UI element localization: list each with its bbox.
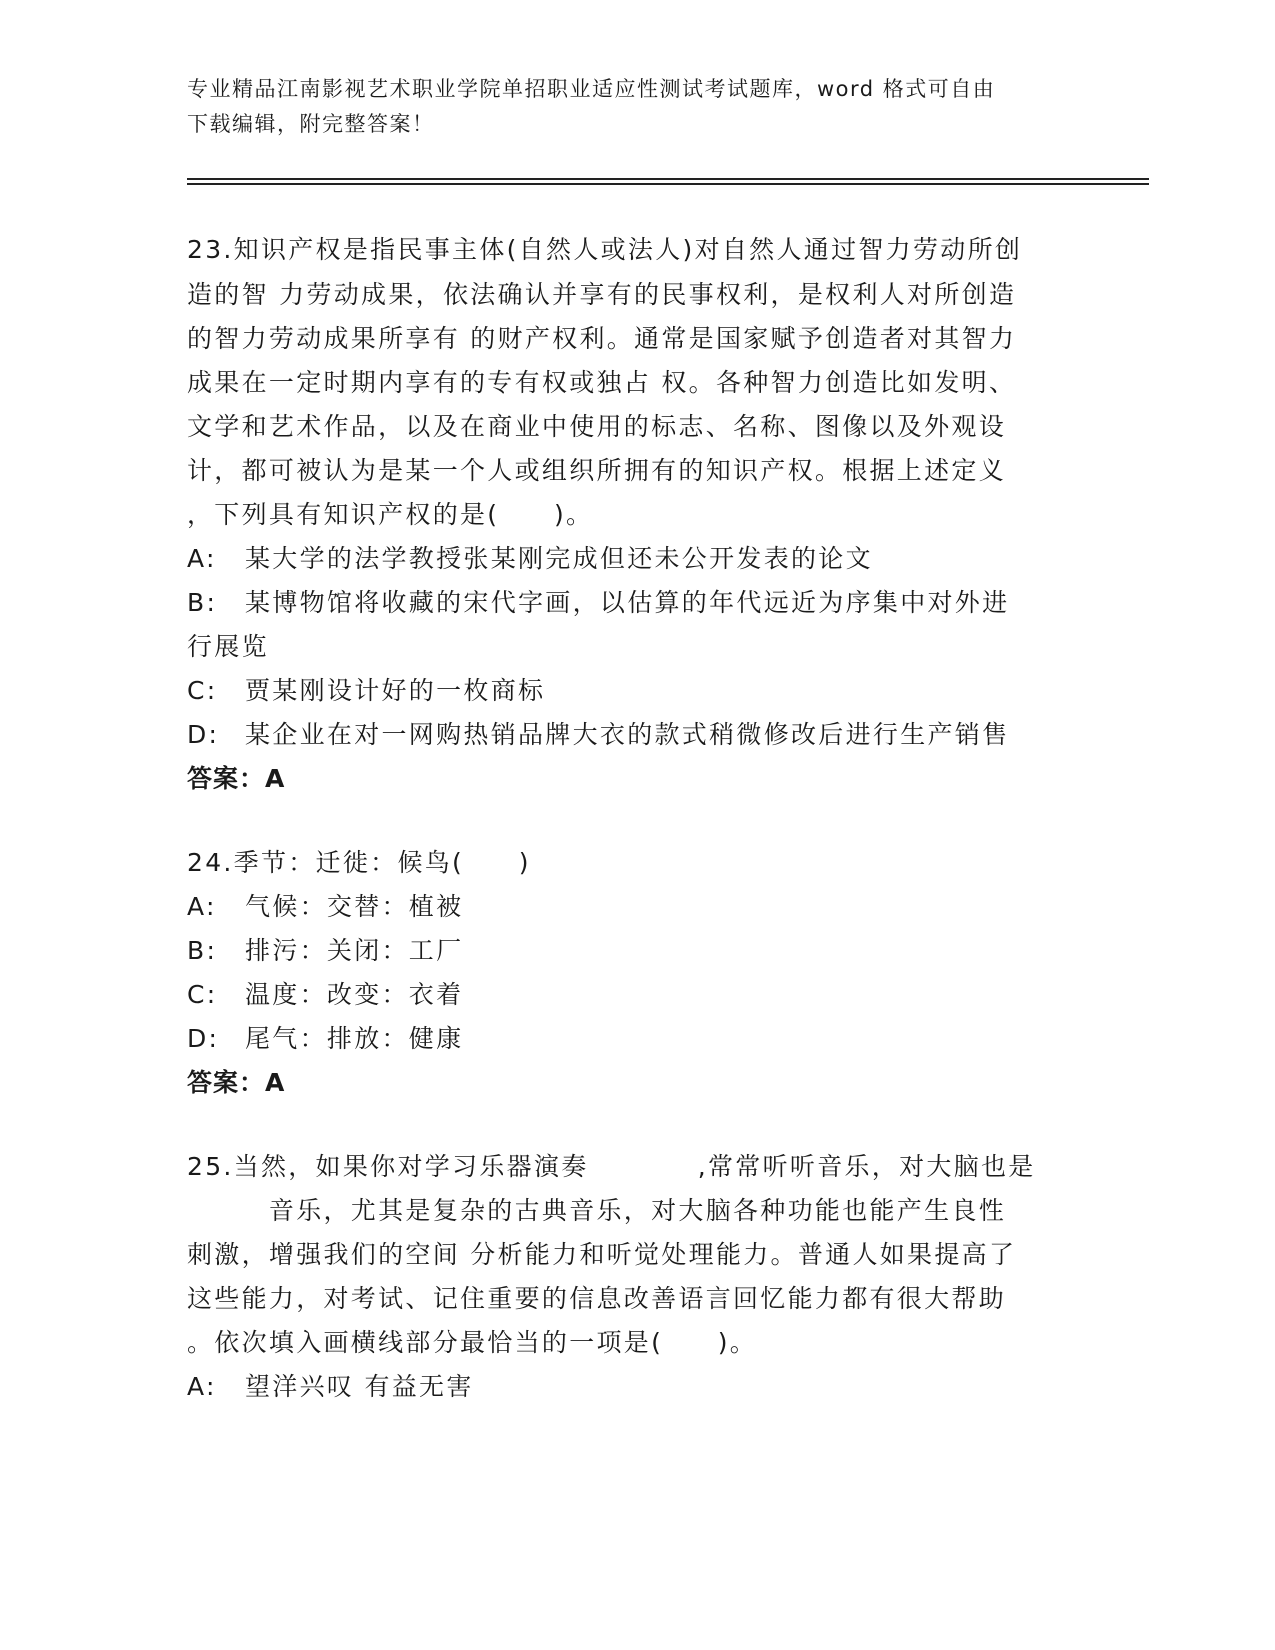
option-letter: A: xyxy=(187,544,217,573)
header-divider-top xyxy=(187,178,1149,180)
option-letter: B: xyxy=(187,588,218,617)
option-letter: C: xyxy=(187,980,218,1009)
question-text-line: 的智力劳动成果所享有 的财产权利。通常是国家赋予创造者对其智力 xyxy=(187,324,1017,353)
option-text: 某大学的法学教授张某刚完成但还未公开发表的论文 xyxy=(245,544,873,573)
document-header xyxy=(187,72,1077,142)
option-text: 尾气：排放：健康 xyxy=(245,1024,464,1053)
option-text: 望洋兴叹 有益无害 xyxy=(245,1372,474,1401)
option-a xyxy=(187,542,873,576)
question-text-line: ，下列具有知识产权的是( )。 xyxy=(187,500,594,529)
option-b xyxy=(187,934,463,968)
option-text: 排污：关闭：工厂 xyxy=(245,936,464,965)
header-line-1: 专业精品江南影视艺术职业学院单招职业适应性测试考试题库，word 格式可自由 xyxy=(187,77,996,101)
option-text: 气候：交替：植被 xyxy=(245,892,464,921)
option-text: 贾某刚设计好的一枚商标 xyxy=(245,676,546,705)
option-letter: A: xyxy=(187,1372,217,1401)
option-c xyxy=(187,674,545,708)
question-text-line: 刺激，增强我们的空间 分析能力和听觉处理能力。普通人如果提高了 xyxy=(187,1240,1017,1269)
question-text-line: 造的智 力劳动成果，依法确认并享有的民事权利，是权利人对所创造 xyxy=(187,280,1017,309)
option-c xyxy=(187,978,463,1012)
option-d xyxy=(187,718,1009,752)
question-text-line: 这些能力，对考试、记住重要的信息改善语言回忆能力都有很大帮助 xyxy=(187,1284,1007,1313)
option-letter: A: xyxy=(187,892,217,921)
question-text-line: 24.季节：迁徙：候鸟( ) xyxy=(187,848,531,877)
question-text-line: 。依次填入画横线部分最恰当的一项是( )。 xyxy=(187,1328,758,1357)
header-divider-bottom xyxy=(187,183,1149,185)
option-text: 某博物馆将收藏的宋代字画，以估算的年代远近为序集中对外进 xyxy=(245,588,1010,617)
question-text-line: 文学和艺术作品，以及在商业中使用的标志、名称、图像以及外观设 xyxy=(187,412,1007,441)
option-a xyxy=(187,1370,474,1404)
answer-line: 答案：A xyxy=(187,1068,286,1097)
question-text-line: 25.当然，如果你对学习乐器演奏 ,常常听听音乐，对大脑也是 xyxy=(187,1152,1036,1181)
option-letter: B: xyxy=(187,936,218,965)
header-line-2: 下载编辑，附完整答案！ xyxy=(187,112,435,136)
question-text-line: 音乐，尤其是复杂的古典音乐，对大脑各种功能也能产生良性 xyxy=(187,1196,1007,1225)
option-d xyxy=(187,1022,463,1056)
option-text: 温度：改变：衣着 xyxy=(245,980,464,1009)
option-letter: D: xyxy=(187,720,220,749)
option-letter: D: xyxy=(187,1024,220,1053)
option-a xyxy=(187,890,463,924)
option-b-continuation: 行展览 xyxy=(187,632,269,661)
option-b xyxy=(187,586,1009,620)
option-letter: C: xyxy=(187,676,218,705)
question-text-line: 计，都可被认为是某一个人或组织所拥有的知识产权。根据上述定义 xyxy=(187,456,1007,485)
answer-line: 答案：A xyxy=(187,764,286,793)
option-text: 某企业在对一网购热销品牌大衣的款式稍微修改后进行生产销售 xyxy=(245,720,1010,749)
question-text-line: 23.知识产权是指民事主体(自然人或法人)对自然人通过智力劳动所创 xyxy=(187,235,1023,264)
question-text-line: 成果在一定时期内享有的专有权或独占 权。各种智力创造比如发明、 xyxy=(187,368,1017,397)
